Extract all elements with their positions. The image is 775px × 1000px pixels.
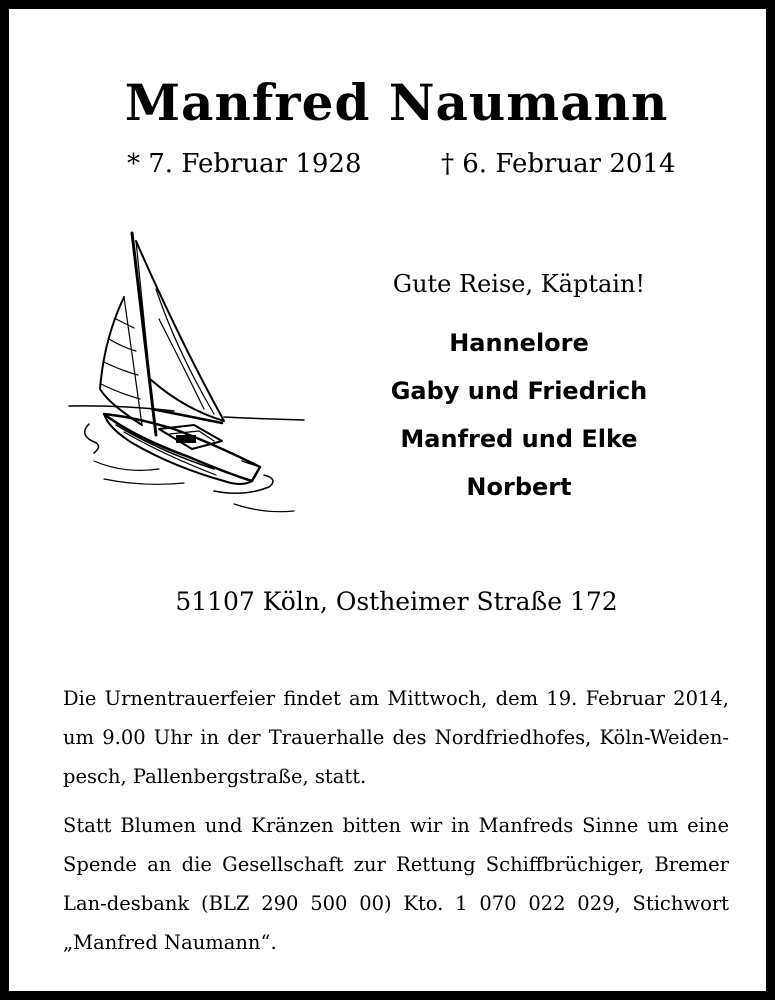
death-date: † 6. Februar 2014	[441, 149, 676, 179]
mourner-name: Manfred und Elke	[400, 425, 638, 453]
birth-date: * 7. Februar 1928	[127, 149, 362, 179]
mourners-list	[339, 319, 699, 511]
farewell-message: Gute Reise, Käptain!	[392, 270, 646, 298]
mourner-name: Norbert	[466, 473, 572, 501]
address: 51107 Köln, Ostheimer Straße 172	[175, 587, 618, 616]
deceased-name: Manfred Naumann	[124, 73, 669, 132]
sailboat-icon	[64, 229, 309, 524]
ceremony-paragraph: Die Urnentrauerfeier findet am Mittwoch, dem 19. Februar 2014, um 9.00 Uhr in der Trauerhalle des Nordfriedhofes, Köln-Weiden-pesch, Pallenbergstraße, statt.	[63, 687, 729, 788]
mourner-name: Gaby und Friedrich	[390, 377, 648, 405]
mourner-name: Hannelore	[449, 329, 589, 357]
donation-paragraph: Statt Blumen und Kränzen bitten wir in Manfreds Sinne um eine Spende an die Gesellschaft zur Rettung Schiffbrüchiger, Bremer Lan-desbank (BLZ 290 500 00) Kto. 1 070 022 029, Stichwort „Manfred Naumann“.	[63, 814, 729, 954]
